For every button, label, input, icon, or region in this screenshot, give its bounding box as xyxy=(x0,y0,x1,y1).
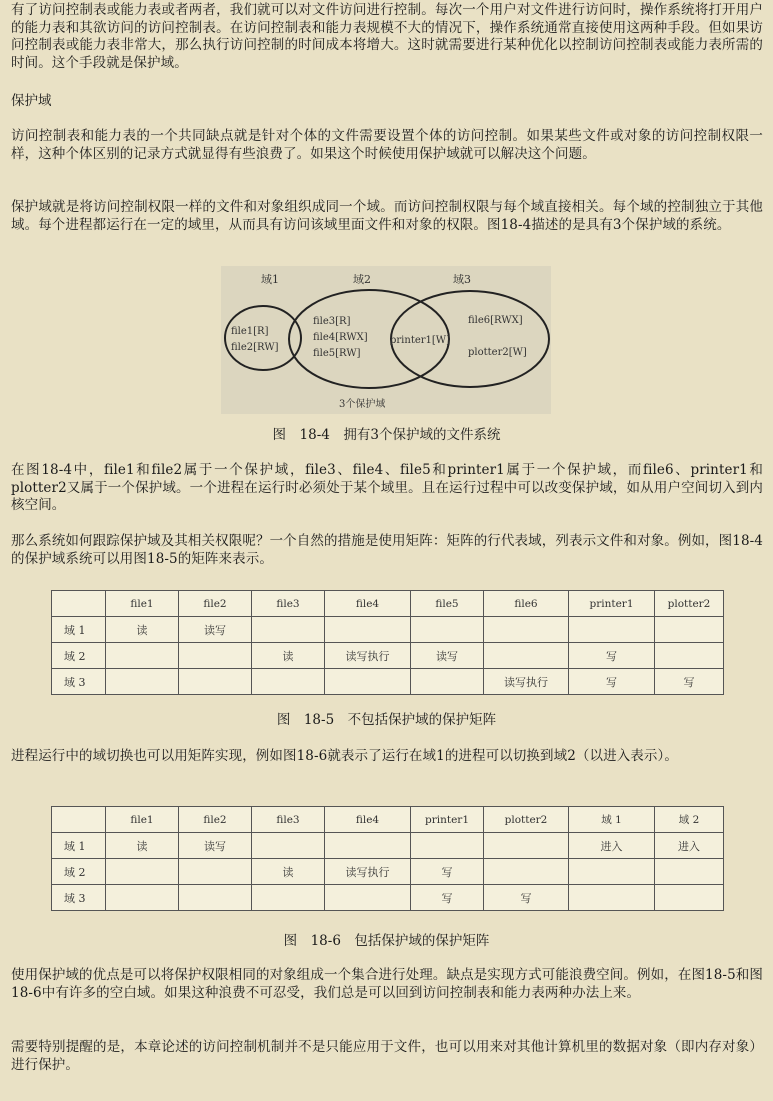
figure-18-6-caption: 图 18-6 包括保护域的保护矩阵 xyxy=(283,933,490,949)
paragraph-intro: 有了访问控制表或能力表或者两者，我们就可以对文件访问进行控制。每次一个用户对文件进行访问时，操作系统将打开用户的能力表和其欲访问的访问控制表。在访问控制表和能力表规模不大的情况下，操作系统通常直接使用这两种手段。但如果访问控制表或能力表非常大，那么执行访问控制的时间成本将增大。这时就需要进行某种优化以控制访问控制表或能力表所需的时间。这个手段就是保护域。 xyxy=(11,2,763,71)
domain-label-3: 域3 xyxy=(453,273,471,286)
table-header-cell xyxy=(52,807,106,833)
table-header-cell: file3 xyxy=(252,807,325,833)
table-cell xyxy=(325,885,411,911)
table-header-cell: plotter2 xyxy=(484,807,569,833)
table-cell: 读写执行 xyxy=(484,669,569,695)
table-cell xyxy=(655,617,724,643)
table-cell: 读写执行 xyxy=(325,643,411,669)
table-cell xyxy=(179,669,252,695)
domain1-item: file2[RW] xyxy=(231,342,279,353)
table-cell: 读 xyxy=(106,617,179,643)
table-cell xyxy=(569,617,655,643)
table-cell: 读写执行 xyxy=(325,859,411,885)
table-cell xyxy=(179,885,252,911)
domain2-item: file4[RWX] xyxy=(313,332,368,343)
table-cell xyxy=(655,885,724,911)
figure-18-4-caption: 图 18-4 拥有3个保护域的文件系统 xyxy=(272,427,501,443)
paragraph-closing-note: 需要特别提醒的是，本章论述的访问控制机制并不是只能应用于文件，也可以用来对其他计算机里的数据对象（即内存对象）进行保护。 xyxy=(11,1039,763,1073)
domain-label-2: 域2 xyxy=(353,273,371,286)
paragraph-drawback: 访问控制表和能力表的一个共同缺点就是针对个体的文件需要设置个体的访问控制。如果某些文件或对象的访问控制权限一样，这种个体区别的记录方式就显得有些浪费了。如果这个时候使用保护域就可以解决这个问题。 xyxy=(11,128,763,162)
row-header-cell: 域 3 xyxy=(52,669,106,695)
table-cell xyxy=(411,669,484,695)
figure-18-4-diagram xyxy=(221,266,551,414)
table-cell xyxy=(325,669,411,695)
table-header-row xyxy=(52,591,724,617)
table-cell: 写 xyxy=(569,643,655,669)
figure-bottom-label: 3个保护域 xyxy=(339,399,386,410)
table-row xyxy=(52,669,724,695)
table-cell xyxy=(569,859,655,885)
table-cell xyxy=(325,617,411,643)
table-cell: 读写 xyxy=(179,833,252,859)
table-cell: 写 xyxy=(569,669,655,695)
figure-18-5-caption: 图 18-5 不包括保护域的保护矩阵 xyxy=(276,712,497,728)
table-cell xyxy=(252,885,325,911)
domain3-item: plotter2[W] xyxy=(468,347,527,358)
table-cell xyxy=(325,833,411,859)
table-cell xyxy=(106,859,179,885)
table-cell xyxy=(252,617,325,643)
row-header-cell: 域 2 xyxy=(52,859,106,885)
table-header-cell: file1 xyxy=(106,807,179,833)
table-cell: 读写 xyxy=(411,643,484,669)
table-cell: 进入 xyxy=(655,833,724,859)
table-cell xyxy=(106,643,179,669)
domain-label-1: 域1 xyxy=(261,273,279,286)
paragraph-matrix-intro: 那么系统如何跟踪保护域及其相关权限呢？一个自然的措施是使用矩阵：矩阵的行代表域，列表示文件和对象。例如，图18-4的保护域系统可以用图18-5的矩阵来表示。 xyxy=(11,533,763,567)
table-header-cell: file2 xyxy=(179,591,252,617)
table-cell xyxy=(252,669,325,695)
table-header-cell: file5 xyxy=(411,591,484,617)
table-cell: 写 xyxy=(655,669,724,695)
table-cell xyxy=(484,643,569,669)
table-cell xyxy=(179,643,252,669)
table-row xyxy=(52,643,724,669)
row-header-cell: 域 2 xyxy=(52,643,106,669)
table-cell xyxy=(106,669,179,695)
domain2-item: file5[RW] xyxy=(313,348,361,359)
table-header-cell xyxy=(52,591,106,617)
table-cell xyxy=(484,617,569,643)
paragraph-domain-switch: 进程运行中的域切换也可以用矩阵实现，例如图18-6就表示了运行在域1的进程可以切换到域2（以进入表示）。 xyxy=(11,748,678,764)
table-cell: 写 xyxy=(484,885,569,911)
table-cell xyxy=(655,859,724,885)
table-cell xyxy=(179,859,252,885)
row-header-cell: 域 1 xyxy=(52,617,106,643)
table-cell xyxy=(484,833,569,859)
table-header-cell: 域 2 xyxy=(655,807,724,833)
table-header-row xyxy=(52,807,724,833)
table-header-cell: printer1 xyxy=(569,591,655,617)
section-heading: 保护域 xyxy=(11,93,52,109)
table-cell xyxy=(569,885,655,911)
paragraph-definition: 保护域就是将访问控制权限一样的文件和对象组织成同一个域。而访问控制权限与每个域直接相关。每个域的控制独立于其他域。每个进程都运行在一定的域里，从而具有访问该域里面文件和对象的权限。图18-4描述的是具有3个保护域的系统。 xyxy=(11,199,763,233)
table-cell xyxy=(252,833,325,859)
table-header-cell: file4 xyxy=(325,591,411,617)
table-cell: 读 xyxy=(106,833,179,859)
table-row xyxy=(52,833,724,859)
protection-matrix-with-domains-table xyxy=(51,806,724,911)
row-header-cell: 域 1 xyxy=(52,833,106,859)
table-header-cell: 域 1 xyxy=(569,807,655,833)
domain2-item: file3[R] xyxy=(313,316,351,327)
protection-matrix-table xyxy=(51,590,724,695)
domain3-item: file6[RWX] xyxy=(468,315,523,326)
table-cell xyxy=(411,833,484,859)
paragraph-pros-cons: 使用保护域的优点是可以将保护权限相同的对象组成一个集合进行处理。缺点是实现方式可能浪费空间。例如，在图18-5和图18-6中有许多的空白域。如果这种浪费不可忍受，我们总是可以回到访问控制表和能力表两种办法上来。 xyxy=(11,967,763,1001)
table-cell: 读 xyxy=(252,859,325,885)
table-header-cell: file6 xyxy=(484,591,569,617)
table-cell: 读 xyxy=(252,643,325,669)
table-row xyxy=(52,885,724,911)
table-cell: 读写 xyxy=(179,617,252,643)
table-header-cell: plotter2 xyxy=(655,591,724,617)
table-header-cell: file2 xyxy=(179,807,252,833)
table-cell: 写 xyxy=(411,859,484,885)
table-header-cell: printer1 xyxy=(411,807,484,833)
paragraph-figure-explanation: 在图18-4中，file1和file2属于一个保护域，file3、file4、file5和printer1属于一个保护域，而file6、printer1和plotter2又属于一个保护域。一个进程在运行时必须处于某个域里。且在运行过程中可以改变保护域，如从用户空间切入到内核空间。 xyxy=(11,462,763,513)
table-row xyxy=(52,617,724,643)
table-header-cell: file4 xyxy=(325,807,411,833)
table-header-cell: file1 xyxy=(106,591,179,617)
table-cell xyxy=(106,885,179,911)
table-cell: 进入 xyxy=(569,833,655,859)
table-cell xyxy=(411,617,484,643)
domain1-item: file1[R] xyxy=(231,326,269,337)
table-cell: 写 xyxy=(411,885,484,911)
table-cell xyxy=(484,859,569,885)
table-row xyxy=(52,859,724,885)
shared-item: printer1[W] xyxy=(390,335,450,346)
row-header-cell: 域 3 xyxy=(52,885,106,911)
table-cell xyxy=(655,643,724,669)
table-header-cell: file3 xyxy=(252,591,325,617)
